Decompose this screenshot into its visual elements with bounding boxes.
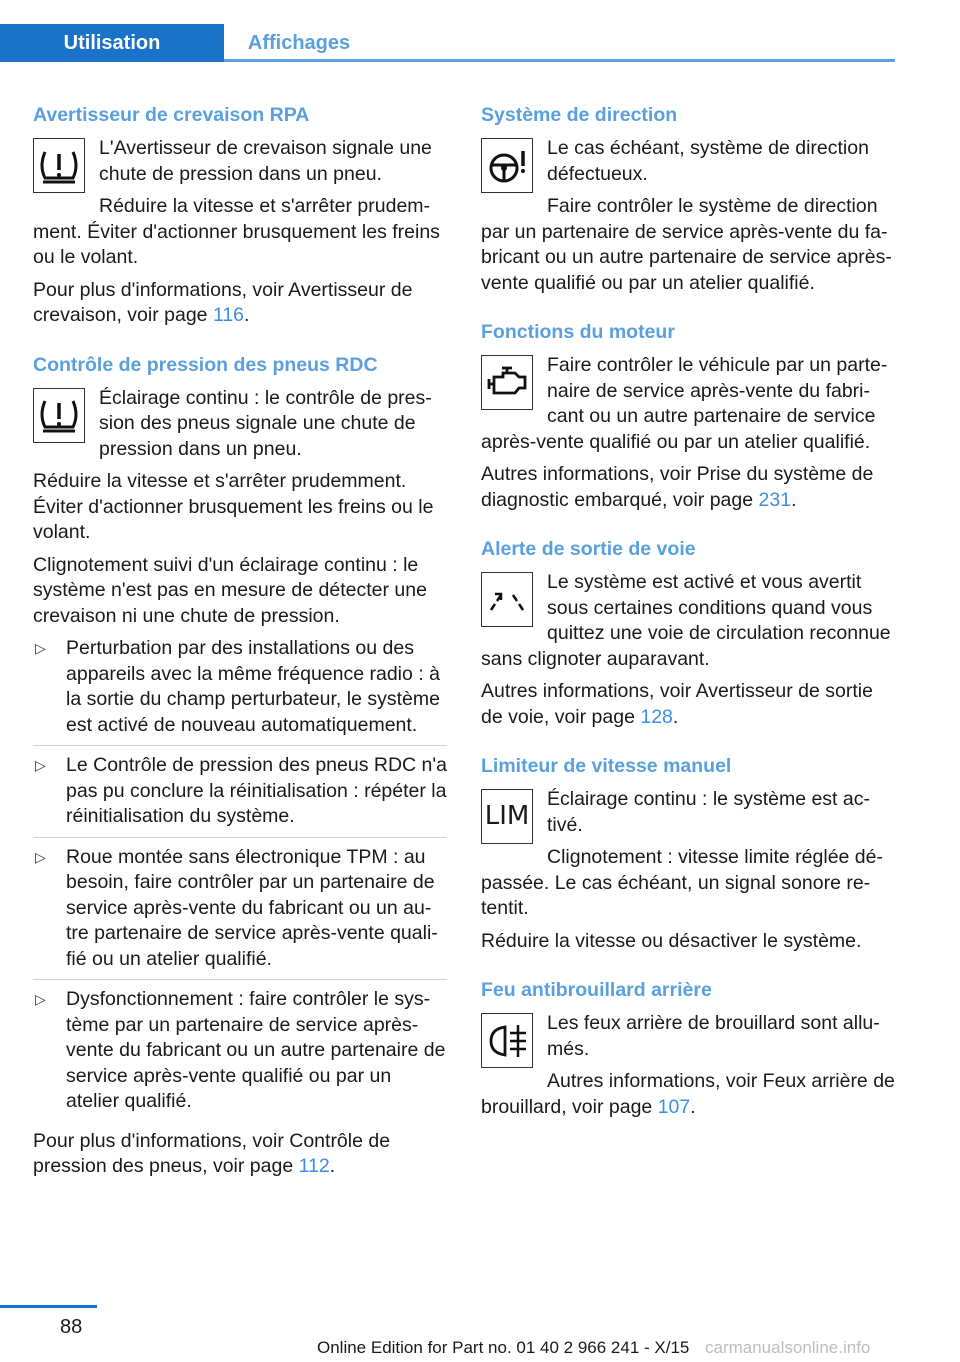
tab-divider	[224, 59, 895, 62]
bullet-list	[33, 636, 447, 1122]
tire-pressure-warning-icon	[33, 388, 85, 443]
speed-limiter-icon: LIM	[481, 789, 533, 844]
paragraph: Réduire la vitesse ou désactiver le système.	[481, 929, 862, 952]
section-rdc	[33, 353, 447, 1180]
section-title: Avertisseur de crevaison RPA	[33, 104, 310, 126]
paragraph: L'Avertisseur de crevaison signale une chute de pression dans un pneu.	[99, 137, 432, 185]
section-limiter	[481, 754, 895, 954]
paragraph: Pour plus d'informations, voir Avertisseur de crevaison, voir page 116.	[33, 278, 413, 326]
steering-warning-icon	[481, 138, 533, 193]
section-title: Contrôle de pression des pneus RDC	[33, 353, 378, 376]
tab-affichages[interactable]: Affichages	[247, 31, 351, 54]
header-tabs	[0, 24, 895, 62]
lane-departure-icon	[481, 572, 533, 627]
section-title: Feu antibrouillard arrière	[481, 979, 712, 1001]
paragraph: Clignotement : vitesse limite réglée dépassée. Le cas échéant, un signal sonore retentit.	[481, 846, 883, 919]
paragraph: Le système est activé et vous avertit sous certaines conditions quand vous quittez une voie de circulation reconnue sans clignoter auparavant.	[481, 571, 891, 670]
watermark: carmanualsonline.info	[705, 1338, 871, 1357]
footer-rule	[0, 1305, 97, 1308]
paragraph: Éclairage continu : le système est activé.	[547, 788, 870, 836]
paragraph: Le cas échéant, système de direction défectueux.	[547, 137, 869, 185]
section-title: Fonctions du moteur	[481, 321, 675, 343]
paragraph: Pour plus d'informations, voir Contrôle de pression des pneus, voir page 112.	[33, 1129, 391, 1177]
triangle-right-outline-icon: ▷	[35, 991, 46, 1007]
section-title: Système de direction	[481, 104, 678, 126]
paragraph: Faire contrôler le véhicule par un partenaire de service après-vente du fabricant ou un autre partenaire de service après-vente qualifié ou par un atelier qualifié.	[481, 354, 888, 453]
page-link[interactable]: 128	[640, 705, 673, 728]
paragraph: Autres informations, voir Feux arrière de brouillard, voir page 107.	[481, 1070, 895, 1118]
paragraph: Autres informations, voir Avertisseur de sortie de voie, voir page 128.	[481, 680, 873, 728]
section-engine	[481, 320, 895, 513]
page-link[interactable]: 112	[298, 1155, 330, 1177]
rear-fog-light-icon	[481, 1013, 533, 1068]
edition-text: Online Edition for Part no. 01 40 2 966 241 - X/15	[317, 1338, 690, 1357]
right-column	[481, 103, 895, 1144]
paragraph: Clignotement suivi d'un éclairage continu : le système n'est pas en mesure de détecter une crevaison ni une chute de pression.	[33, 553, 427, 627]
triangle-right-outline-icon: ▷	[35, 640, 46, 656]
section-lane	[481, 537, 895, 730]
page-link[interactable]: 231	[758, 488, 792, 511]
page-number: 88	[60, 1316, 83, 1338]
list-item: ▷ Dysfonctionnement : faire contrôler le système par un partenaire de service après-vente du fabricant ou un autre partenaire de service après-vente qualifié ou par un atelier qualifié.	[35, 988, 446, 1112]
paragraph: Les feux arrière de brouillard sont allumés.	[547, 1012, 880, 1060]
page-link[interactable]: 107	[657, 1095, 691, 1118]
paragraph: Autres informations, voir Prise du système de diagnostic embarqué, voir page 231.	[481, 463, 874, 511]
section-rpa	[33, 103, 447, 329]
tab-utilisation[interactable]: Utilisation	[0, 24, 224, 62]
paragraph: Réduire la vitesse et s'arrêter prudemment. Éviter d'actionner brusquement les freins ou le volant.	[33, 470, 434, 543]
triangle-right-outline-icon: ▷	[35, 757, 46, 773]
section-title: Alerte de sortie de voie	[481, 538, 696, 560]
section-fog	[481, 978, 895, 1120]
triangle-right-outline-icon: ▷	[35, 848, 46, 865]
engine-check-icon	[481, 355, 533, 410]
tire-pressure-warning-icon	[33, 138, 85, 193]
paragraph: Faire contrôler le système de direction par un partenaire de service après-vente du fabricant ou un autre partenaire de service après-vente qualifié ou par un atelier qualifié.	[481, 195, 892, 294]
list-item: ▷ Roue montée sans électronique TPM : au besoin, faire contrôler par un partenaire de service après-vente du fabricant ou un autre partenaire de service après-vente qualifié ou un atelier qualifié.	[33, 845, 447, 981]
list-item: ▷ Perturbation par des installations ou des appareils avec la même fréquence radio : à la sortie du champ perturbateur, le système est activé de nouveau automatiquement.	[33, 636, 447, 746]
left-column	[33, 103, 447, 1204]
paragraph: Réduire la vitesse et s'arrêter prudemment. Éviter d'actionner brusquement les freins ou le volant.	[33, 195, 440, 268]
page-link[interactable]: 116	[212, 304, 245, 326]
list-item: ▷ Le Contrôle de pression des pneus RDC n'a pas pu conclure la réinitialisation : répéter la réinitialisation du système.	[33, 753, 447, 838]
section-steering	[481, 103, 895, 296]
paragraph: Éclairage continu : le contrôle de pression des pneus signale une chute de pression dans un pneu.	[99, 386, 432, 460]
section-title: Limiteur de vitesse manuel	[481, 755, 732, 777]
